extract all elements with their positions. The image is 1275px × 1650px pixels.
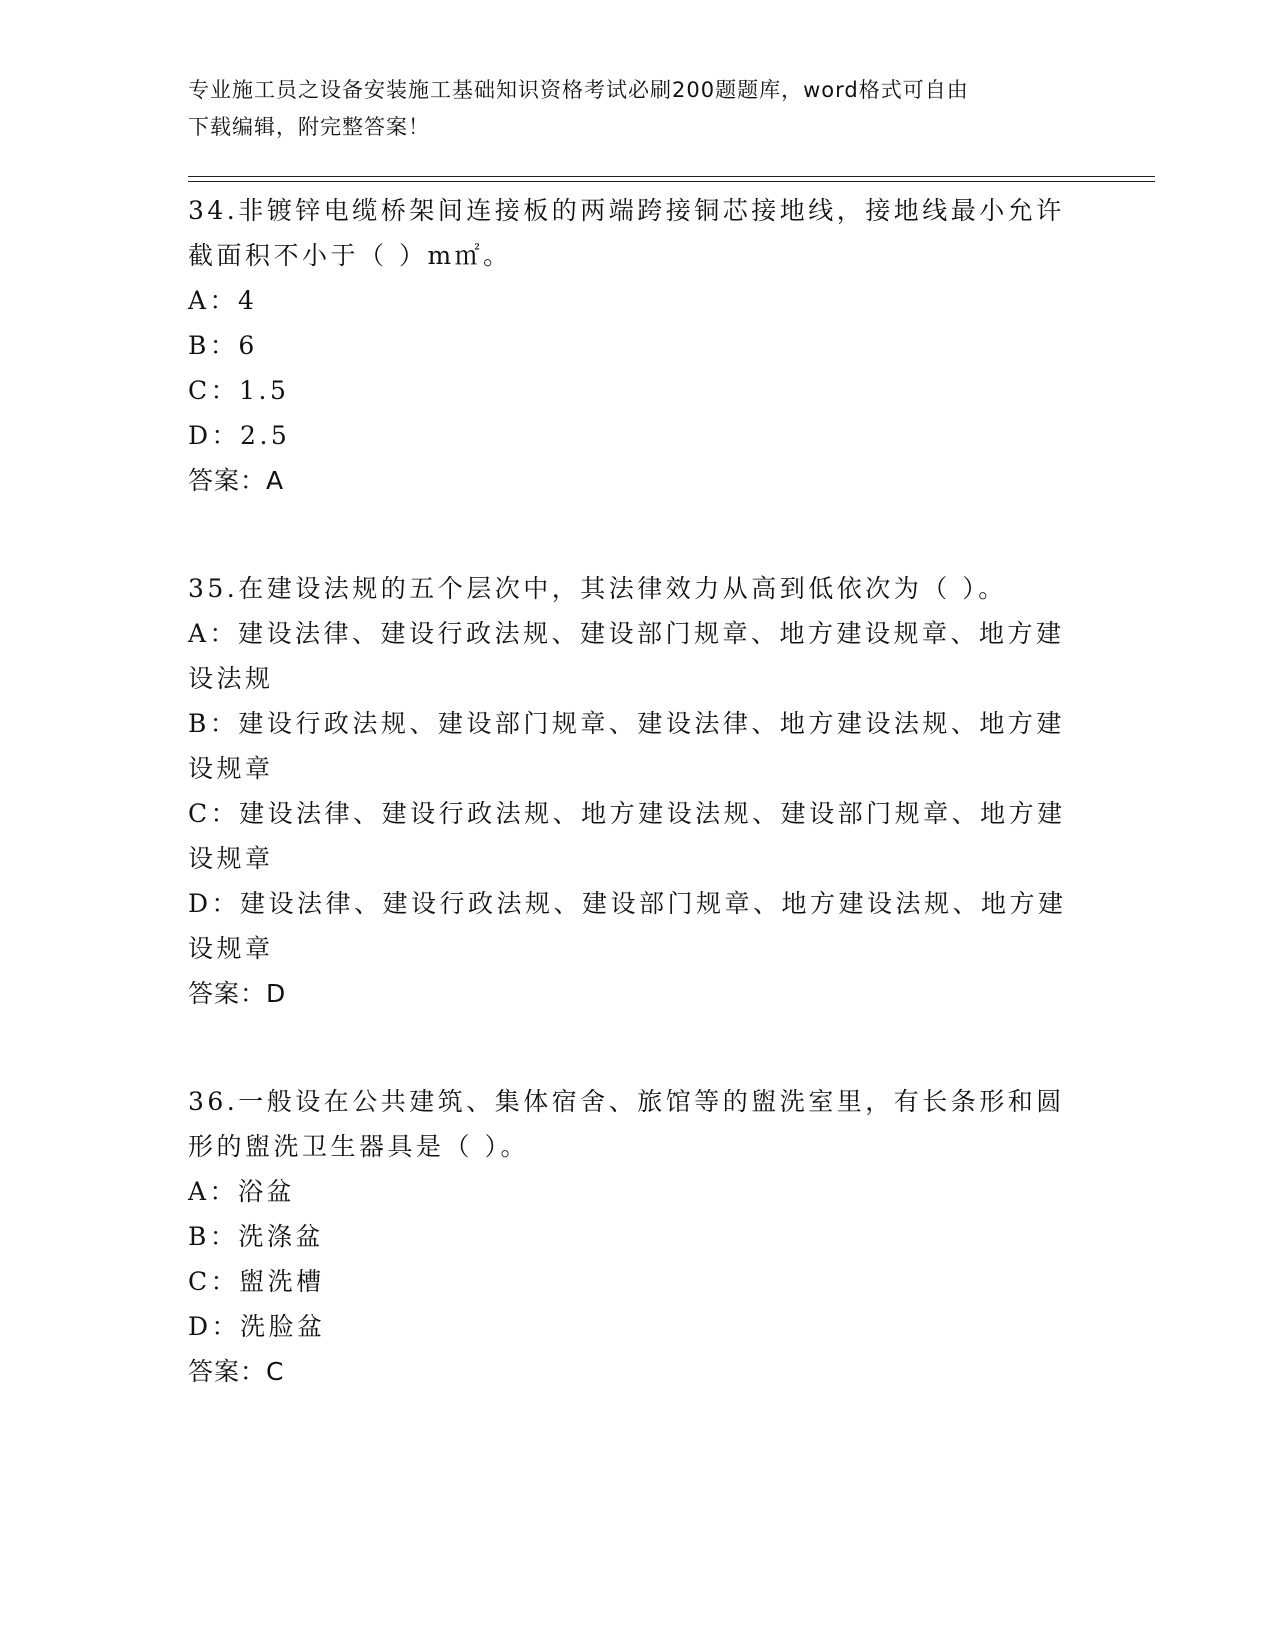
header-line-1: 专业施工员之设备安装施工基础知识资格考试必刷200题题库，word格式可自由 [188, 78, 969, 102]
header-divider-top [188, 176, 1155, 177]
question-stem-line: 截面积不小于（ ）m㎡。 [188, 241, 512, 270]
question-stem-line: 形的盥洗卫生器具是（ ）。 [188, 1132, 529, 1161]
document-header [188, 72, 1068, 146]
option-c: C：盥洗槽 [188, 1267, 325, 1296]
header-divider-bottom [188, 181, 1155, 182]
answer: 答案：C [188, 1357, 285, 1386]
option-line: 设法规 [188, 664, 274, 693]
question-35 [188, 566, 1088, 1016]
question-stem [188, 188, 1088, 278]
question-36 [188, 1079, 1088, 1394]
option-line: B：建设行政法规、建设部门规章、建设法律、地方建设法规、地方建 [188, 709, 1065, 738]
question-stem-line: 35.在建设法规的五个层次中，其法律效力从高到低依次为（ ）。 [188, 574, 1007, 603]
answer: 答案：A [188, 466, 285, 495]
option-line: 设规章 [188, 844, 274, 873]
option-line: 设规章 [188, 934, 274, 963]
option-line: 设规章 [188, 754, 274, 783]
option-d: D：2.5 [188, 421, 291, 450]
option-b: B：6 [188, 331, 258, 360]
option-b: B：洗涤盆 [188, 1222, 324, 1251]
option-line: C：建设法律、建设行政法规、地方建设法规、建设部门规章、地方建 [188, 799, 1066, 828]
option-d: D：洗脸盆 [188, 1312, 326, 1341]
question-34 [188, 188, 1088, 503]
option-line: A：建设法律、建设行政法规、建设部门规章、地方建设规章、地方建 [188, 619, 1065, 648]
header-line-2: 下载编辑，附完整答案！ [188, 115, 430, 139]
question-list [188, 188, 1088, 1457]
option-c: C：1.5 [188, 376, 290, 405]
option-a: A：浴盆 [188, 1177, 296, 1206]
option-line: D：建设法律、建设行政法规、建设部门规章、地方建设法规、地方建 [188, 889, 1067, 918]
option-d [188, 881, 1088, 971]
question-stem [188, 566, 1088, 611]
option-a: A：4 [188, 286, 258, 315]
option-b [188, 701, 1088, 791]
option-c [188, 791, 1088, 881]
question-stem [188, 1079, 1088, 1169]
question-stem-line: 36.一般设在公共建筑、集体宿舍、旅馆等的盥洗室里，有长条形和圆 [188, 1087, 1065, 1116]
option-a [188, 611, 1088, 701]
question-stem-line: 34.非镀锌电缆桥架间连接板的两端跨接铜芯接地线，接地线最小允许 [188, 196, 1065, 225]
answer: 答案：D [188, 979, 287, 1008]
